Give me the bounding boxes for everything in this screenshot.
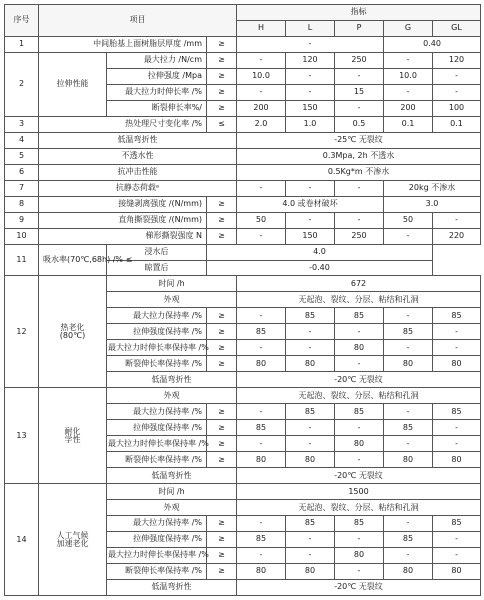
operator: ≥ [207, 452, 237, 468]
row-number: 14 [5, 484, 39, 596]
value-cell-p: 85 [335, 308, 384, 324]
merged-value: -0.40 [207, 260, 433, 276]
row-number: 8 [5, 196, 39, 212]
value-cell-p: 80 [335, 340, 384, 356]
operator: ≥ [207, 356, 237, 372]
sub-item-label: 最大拉力保持率 /% [107, 308, 207, 324]
value-cell-l: 120 [286, 52, 335, 68]
sub-item-label: 拉伸强度保持率 /% [107, 420, 207, 436]
value-cell-g: 10.0 [384, 68, 433, 84]
sub-item-label: 晾置后 [107, 260, 207, 276]
operator: ≥ [207, 84, 237, 100]
operator: ≤ [123, 255, 133, 264]
sub-item-label: 拉伸强度保持率 /% [107, 324, 207, 340]
operator: ≥ [207, 68, 237, 84]
value-cell-h: 80 [237, 563, 286, 579]
value-cell-p: 250 [335, 52, 384, 68]
header-type-h: H [237, 20, 286, 36]
value-cell-p: - [335, 356, 384, 372]
value-cell-l: 85 [286, 308, 335, 324]
sub-item-label: 外观 [107, 292, 237, 308]
value-cell-g: 50 [384, 212, 433, 228]
value-cell-h: 2.0 [237, 116, 286, 132]
value-cell-l: 1.0 [286, 116, 335, 132]
value-cell-p: - [335, 324, 384, 340]
table-row [5, 388, 481, 404]
value-cell-g: 80 [384, 452, 433, 468]
table-row [5, 5, 481, 21]
value-cell-g: - [384, 308, 433, 324]
merged-value: 1500 [237, 484, 481, 500]
header-item: 项目 [39, 5, 237, 37]
merged-value: 无起泡、裂纹、分层、粘结和孔洞 [237, 292, 481, 308]
item-label: 中间胎基上面树脂层厚度 /mm [39, 36, 207, 52]
sub-item-label: 最大拉力时伸长率保持率 /% [107, 436, 207, 452]
operator: ≥ [207, 516, 237, 532]
value-cell-h: 80 [237, 356, 286, 372]
header-type-gl: GL [433, 20, 481, 36]
table-row [5, 52, 481, 68]
value-cell-gl: - [433, 212, 481, 228]
value-cell-p: - [335, 68, 384, 84]
group-label: 拉伸性能 [39, 52, 107, 116]
merged-value: -20℃ 无裂纹 [237, 372, 481, 388]
value-cell-p: 80 [335, 436, 384, 452]
row-number: 13 [5, 388, 39, 484]
operator: ≥ [207, 228, 237, 244]
value-cell-h: - [237, 547, 286, 563]
merged-value: -20℃ 无裂纹 [237, 579, 481, 595]
merged-value: 无起泡、裂纹、分层、粘结和孔洞 [237, 388, 481, 404]
row-number: 1 [5, 36, 39, 52]
operator: ≥ [207, 436, 237, 452]
value-cell-l: - [286, 212, 335, 228]
header-index: 指标 [237, 5, 481, 21]
sub-item-label: 浸水后 [107, 244, 207, 260]
value-cell-l: 85 [286, 516, 335, 532]
sub-item-label: 时间 /h [107, 276, 237, 292]
sub-item-label: 断裂伸长率保持率 /% [107, 563, 207, 579]
value-cell-l: - [286, 180, 335, 196]
item-label: 热处理尺寸变化率 /% [39, 116, 207, 132]
row-number: 2 [5, 52, 39, 116]
value-cell-h: - [237, 516, 286, 532]
row-number: 5 [5, 148, 39, 164]
merged-value: 无起泡、裂纹、分层、粘结和孔洞 [237, 500, 481, 516]
value-cell-h: - [237, 436, 286, 452]
merged-value: 672 [237, 276, 481, 292]
value-cell-g: - [384, 516, 433, 532]
value-cell-g: - [384, 404, 433, 420]
value-cell-gl: - [433, 436, 481, 452]
value-cell-l: - [286, 324, 335, 340]
sub-item-label: 最大拉力保持率 /% [107, 404, 207, 420]
row-number: 9 [5, 212, 39, 228]
value-cell-gl: 85 [433, 308, 481, 324]
header-type-p: P [335, 20, 384, 36]
sub-item-label: 最大拉力 /N/cm [107, 52, 207, 68]
value-cell-l: 80 [286, 563, 335, 579]
operator: ≥ [207, 563, 237, 579]
operator: ≥ [207, 196, 237, 212]
value-cell-gl: 80 [433, 563, 481, 579]
value-cell-p: 250 [335, 228, 384, 244]
value-cell-l: 85 [286, 404, 335, 420]
sub-item-label: 时间 /h [107, 484, 237, 500]
row-number: 6 [5, 164, 39, 180]
value-cell-p: - [335, 212, 384, 228]
value-cell-h: - [237, 52, 286, 68]
table-row [5, 484, 481, 500]
item-label: 抗冲击性能 [39, 164, 237, 180]
value-cell-p: 80 [335, 547, 384, 563]
value-cell-l: 80 [286, 356, 335, 372]
operator: ≥ [207, 52, 237, 68]
value-cell-l: - [286, 68, 335, 84]
table-row [5, 228, 481, 244]
value-cell-gl: 100 [433, 100, 481, 116]
value-cell-l: 150 [286, 100, 335, 116]
operator: ≥ [207, 420, 237, 436]
sub-item-label: 最大拉力时伸长率保持率 /% [107, 547, 207, 563]
value-cell-gl: 220 [433, 228, 481, 244]
value-cell-h: - [237, 228, 286, 244]
operator: ≤ [207, 116, 237, 132]
table-row [5, 164, 481, 180]
table-body [5, 5, 481, 596]
sub-item-label: 低温弯折性 [107, 372, 237, 388]
value-cell-g: - [384, 52, 433, 68]
sub-item-label: 最大拉力时伸长率 /% [107, 84, 207, 100]
sub-item-label: 最大拉力保持率 /% [107, 516, 207, 532]
value-cell-h: 85 [237, 531, 286, 547]
value-cell-g: 200 [384, 100, 433, 116]
merged-value-hlp: - [237, 36, 384, 52]
value-cell-l: - [286, 547, 335, 563]
merged-value: 0.3Mpa, 2h 不透水 [237, 148, 481, 164]
header-type-g: G [384, 20, 433, 36]
value-cell-gl: 80 [433, 356, 481, 372]
value-cell-g: - [384, 547, 433, 563]
value-cell-gl: - [433, 68, 481, 84]
value-cell-gl: 85 [433, 404, 481, 420]
value-cell-gl: - [433, 547, 481, 563]
header-no: 序号 [5, 5, 39, 37]
value-cell-g: 0.1 [384, 116, 433, 132]
item-label [39, 244, 133, 276]
value-cell-p: - [335, 420, 384, 436]
value-cell-h: - [237, 340, 286, 356]
row-number: 11 [5, 244, 39, 276]
merged-value-ggl: 0.40 [384, 36, 481, 52]
value-cell-gl: - [433, 340, 481, 356]
item-label-text: 吸水率(70℃,68h) /% [43, 255, 124, 264]
value-cell-p: - [335, 563, 384, 579]
value-cell-gl: - [433, 420, 481, 436]
group-label: 人工气候 加速老化 [39, 484, 107, 596]
merged-value-ggl: 20kg 不渗水 [384, 180, 481, 196]
value-cell-h: 85 [237, 324, 286, 340]
merged-value: 4.0 [207, 244, 433, 260]
table-row [5, 116, 481, 132]
value-cell-g: - [384, 436, 433, 452]
group-label: 耐化 学性 [39, 388, 107, 484]
value-cell-g: 80 [384, 563, 433, 579]
value-cell-p: 0.5 [335, 116, 384, 132]
value-cell-g: 85 [384, 420, 433, 436]
merged-value-hlp: 4.0 或卷材破坏 [237, 196, 384, 212]
sub-item-label: 拉伸强度保持率 /% [107, 531, 207, 547]
operator: ≥ [207, 340, 237, 356]
item-label: 梯形撕裂强度 N [39, 228, 207, 244]
item-label: 直角撕裂强度 /(N/mm) [39, 212, 207, 228]
merged-value: 0.5Kg*m 不渗水 [237, 164, 481, 180]
value-cell-h: - [237, 308, 286, 324]
sub-item-label: 最大拉力时伸长率保持率 /% [107, 340, 207, 356]
sub-item-label: 外观 [107, 388, 237, 404]
value-cell-p: - [335, 531, 384, 547]
item-label: 接缝剥离强度 /(N/mm) [39, 196, 207, 212]
value-cell-gl: 85 [433, 516, 481, 532]
value-cell-h: 85 [237, 420, 286, 436]
table-row [5, 180, 481, 196]
sub-item-label: 拉伸强度 /Mpa [107, 68, 207, 84]
table-row [5, 276, 481, 292]
value-cell-p: 85 [335, 516, 384, 532]
value-cell-l: 150 [286, 228, 335, 244]
operator: ≥ [207, 100, 237, 116]
value-cell-h: 80 [237, 452, 286, 468]
value-cell-p: - [335, 452, 384, 468]
value-cell-gl: 80 [433, 452, 481, 468]
operator: ≥ [207, 308, 237, 324]
row-number: 10 [5, 228, 39, 244]
item-label: 抗静态荷载ᵃ [39, 180, 237, 196]
value-cell-p: 85 [335, 404, 384, 420]
value-cell-h: 10.0 [237, 68, 286, 84]
merged-value: -25℃ 无裂纹 [237, 132, 481, 148]
row-number: 12 [5, 276, 39, 388]
row-number: 7 [5, 180, 39, 196]
sub-item-label: 低温弯折性 [107, 579, 237, 595]
operator: ≥ [207, 324, 237, 340]
value-cell-g: 85 [384, 324, 433, 340]
value-cell-l: - [286, 436, 335, 452]
value-cell-h: - [237, 84, 286, 100]
value-cell-h: - [237, 404, 286, 420]
table-row [5, 36, 481, 52]
value-cell-p: - [335, 180, 384, 196]
sub-item-label: 断裂伸长率%/ [107, 100, 207, 116]
value-cell-gl: 120 [433, 52, 481, 68]
merged-value-ggl: 3.0 [384, 196, 481, 212]
value-cell-gl: - [433, 324, 481, 340]
value-cell-p: 15 [335, 84, 384, 100]
value-cell-gl: 0.1 [433, 116, 481, 132]
row-number: 4 [5, 132, 39, 148]
table-row [5, 244, 481, 260]
value-cell-g: - [384, 84, 433, 100]
spec-table [4, 4, 481, 596]
value-cell-l: 80 [286, 452, 335, 468]
row-number: 3 [5, 116, 39, 132]
value-cell-g: 85 [384, 531, 433, 547]
value-cell-p: - [335, 100, 384, 116]
group-label: 热老化 (80℃) [39, 276, 107, 388]
operator: ≥ [207, 531, 237, 547]
header-type-l: L [286, 20, 335, 36]
item-label: 低温弯折性 [39, 132, 237, 148]
table-row [5, 212, 481, 228]
operator: ≥ [207, 36, 237, 52]
sub-item-label: 断裂伸长率保持率 /% [107, 452, 207, 468]
operator: ≥ [207, 404, 237, 420]
value-cell-gl: - [433, 531, 481, 547]
value-cell-h: 50 [237, 212, 286, 228]
item-label: 不透水性 [39, 148, 237, 164]
value-cell-g: - [384, 340, 433, 356]
operator: ≥ [207, 547, 237, 563]
value-cell-l: - [286, 420, 335, 436]
table-row [5, 132, 481, 148]
operator: ≥ [207, 212, 237, 228]
sub-item-label: 外观 [107, 500, 237, 516]
value-cell-g: 80 [384, 356, 433, 372]
sub-item-label: 断裂伸长率保持率 /% [107, 356, 207, 372]
value-cell-l: - [286, 340, 335, 356]
table-row [5, 196, 481, 212]
sub-item-label: 低温弯折性 [107, 468, 237, 484]
value-cell-l: - [286, 531, 335, 547]
table-row [5, 148, 481, 164]
value-cell-gl: - [433, 84, 481, 100]
merged-value: -20℃ 无裂纹 [237, 468, 481, 484]
value-cell-h: 200 [237, 100, 286, 116]
value-cell-g: - [384, 228, 433, 244]
value-cell-l: - [286, 84, 335, 100]
value-cell-h: - [237, 180, 286, 196]
